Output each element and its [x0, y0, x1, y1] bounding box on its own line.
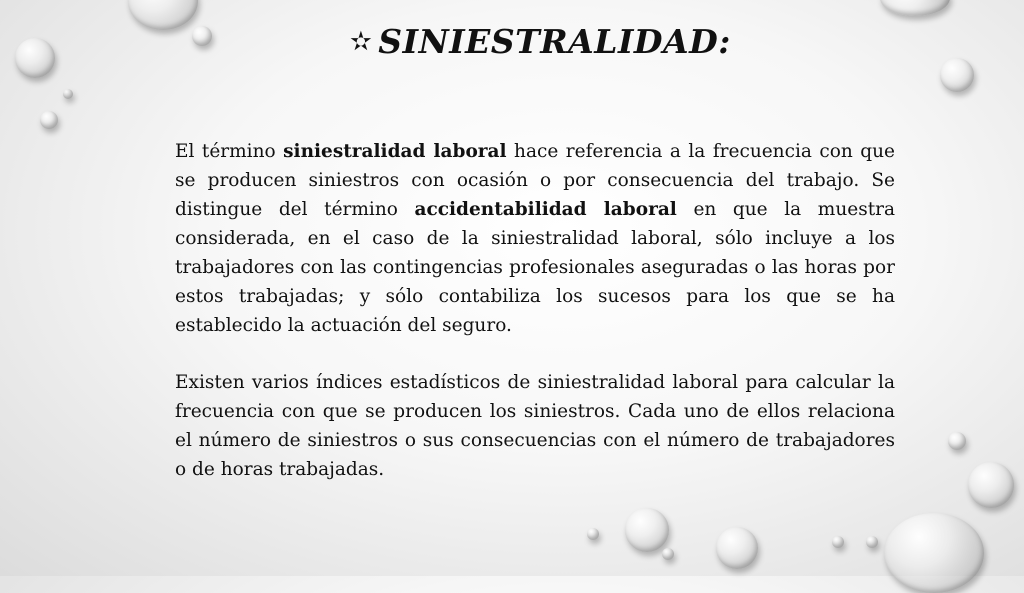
water-drop-decoration — [40, 111, 58, 129]
water-drop-decoration — [625, 508, 669, 552]
water-drop-decoration — [128, 0, 198, 30]
slide-body — [175, 137, 895, 512]
water-drop-decoration — [716, 527, 758, 569]
water-drop-decoration — [587, 528, 599, 540]
paragraph-definition — [175, 137, 895, 340]
water-drop-decoration — [940, 58, 974, 92]
slide-title — [350, 22, 731, 61]
water-drop-decoration — [968, 462, 1014, 508]
paragraph-text: El término — [175, 141, 284, 162]
star-outline-icon: ✫ — [350, 26, 373, 57]
paragraph-indices: Existen varios índices estadísticos de siniestralidad laboral para calcular la frecuencia con que se producen los siniestros. Cada uno de ellos relaciona el número de siniestros o sus consecuencias con el número de trabajadores o de horas trabajadas. — [175, 372, 895, 480]
paragraph-text: hace referencia a la frecuencia con que se producen siniestros con ocasión o por consecuencia del trabajo. Se distingue del término — [175, 141, 896, 220]
water-drop-decoration — [15, 38, 55, 78]
paragraph-text: en que la muestra considerada, en el caso de la siniestralidad laboral, sólo incluye a los trabajadores con las contingencias profesionales aseguradas o las horas por estos trabajadas; y sólo contabiliza los sucesos para los que se ha establecido la actuación del seguro. — [175, 199, 896, 336]
water-drop-decoration — [63, 89, 73, 99]
water-drop-decoration — [884, 513, 984, 593]
water-drop-decoration — [866, 536, 878, 548]
water-drop-decoration — [192, 26, 212, 46]
bold-term-siniestralidad-laboral: siniestralidad laboral — [283, 141, 507, 162]
water-drop-decoration — [948, 432, 966, 450]
water-drop-decoration — [832, 536, 844, 548]
slide-title-text: SINIESTRALIDAD: — [378, 22, 731, 61]
water-drop-decoration — [662, 548, 674, 560]
water-drop-decoration — [880, 0, 950, 16]
bold-term-accidentabilidad-laboral: accidentabilidad laboral — [414, 199, 677, 220]
